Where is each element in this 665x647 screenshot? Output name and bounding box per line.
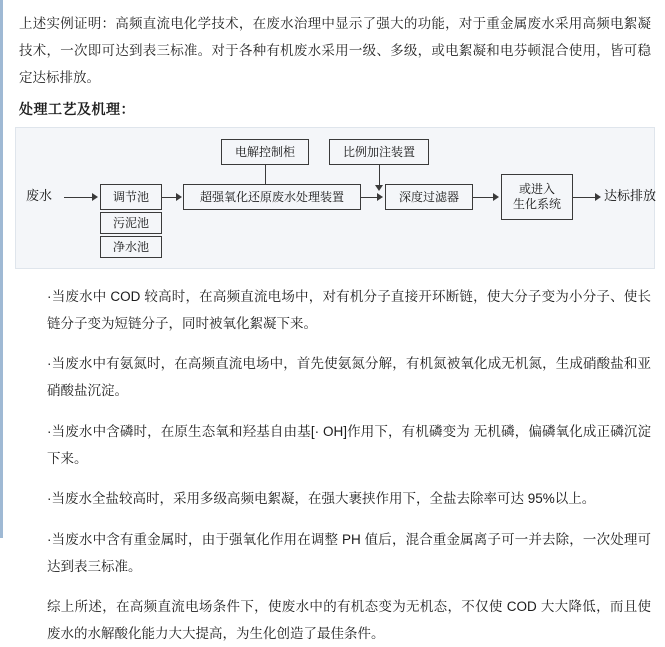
node-oxidation-reduction-device-label: 超强氧化还原废水处理装置 <box>199 189 344 204</box>
node-dosing-device <box>329 139 429 165</box>
bullet-cod: ·当废水中 COD 较高时，在高频直流电场中，对有机分子直接开环断链，使大分子变为小分子、使长链分子变为短链分子，同时被氧化絮凝下来。 <box>47 288 651 331</box>
bullet-ammonia-nitrogen: ·当废水中有氨氮时，在高频直流电场中，首先使氨氮分解，有机氮被氧化成无机氮，生成硝酸盐和亚硝酸盐沉淀。 <box>47 356 651 398</box>
node-bio-system <box>501 174 573 220</box>
arrow-dosing-down <box>375 185 383 191</box>
node-sludge-tank-label: 污泥池 <box>112 215 149 230</box>
bullet-total-salt: ·当废水全盐较高时，采用多级高频电絮凝，在强大裹挟作用下，全盐去除率可达 95%以上。 <box>47 491 596 506</box>
arrow-input <box>92 193 98 201</box>
node-control-cabinet <box>221 139 309 165</box>
connector-input <box>64 197 94 198</box>
bullet-phosphorus: ·当废水中含磷时，在原生态氧和羟基自由基[· OH]作用下，有机磷变为 无机磷，偏磷氧化成正磷沉淀下来。 <box>47 423 651 466</box>
arrow-output <box>595 193 601 201</box>
node-deep-filter <box>385 184 473 210</box>
node-control-cabinet-label: 电解控制柜 <box>234 144 295 159</box>
node-adjust-tank <box>100 184 162 210</box>
process-flow-diagram <box>15 127 655 269</box>
arrow-adjust-to-device <box>176 193 182 201</box>
node-sludge-tank <box>100 212 162 234</box>
diagram-output-label: 达标排放 <box>604 188 657 203</box>
node-adjust-tank-label: 调节池 <box>112 189 149 204</box>
node-bio-system-label-line1: 或进入 <box>518 182 555 196</box>
node-clean-water-tank-label: 净水池 <box>112 239 149 254</box>
diagram-input-label: 废水 <box>26 188 53 203</box>
node-oxidation-reduction-device <box>183 184 361 210</box>
section-heading: 处理工艺及机理： <box>19 101 135 117</box>
arrow-device-to-filter <box>377 193 383 201</box>
connector-dosing-down <box>379 165 380 187</box>
node-dosing-device-label: 比例加注装置 <box>342 144 415 159</box>
arrow-filter-to-bio <box>493 193 499 201</box>
node-bio-system-label-line2: 生化系统 <box>512 197 561 211</box>
node-clean-water-tank <box>100 236 162 258</box>
node-deep-filter-label: 深度过滤器 <box>398 189 459 204</box>
summary-paragraph: 综上所述，在高频直流电场条件下，使废水中的有机态变为无机态，不仅使 COD 大大降低，而且使废水的水解酸化能力大大提高，为生化创造了最佳条件。 <box>47 599 651 641</box>
connector-bio-to-output <box>573 197 597 198</box>
intro-paragraph: 上述实例证明：高频直流电化学技术，在废水治理中显示了强大的功能，对于重金属废水采用高频电絮凝技术，一次即可达到表三标准。对于各种有机废水采用一级、多级，或电絮凝和电芬顿混合使用，皆可稳定达标排放。 <box>19 16 651 85</box>
bullet-heavy-metal: ·当废水中含有重金属时，由于强氧化作用在调整 PH 值后，混合重金属离子可一并去除，一次处理可达到表三标准。 <box>47 531 651 574</box>
connector-filter-to-bio <box>473 197 495 198</box>
